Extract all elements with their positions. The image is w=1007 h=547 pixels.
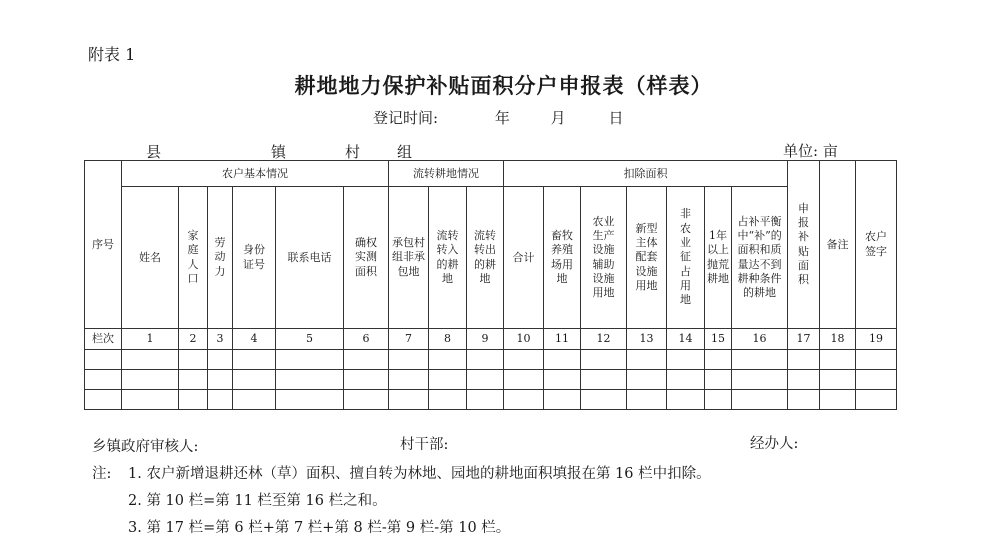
blank-cell[interactable] (504, 370, 544, 390)
header-abandoned: 1年以上抛荒耕地 (705, 187, 732, 329)
reviewer-label: 乡镇政府审核人: (92, 439, 199, 455)
blank-data-row[interactable] (85, 370, 897, 390)
column-row-label: 栏次 (85, 329, 122, 350)
column-number: 12 (581, 329, 627, 350)
location-village: 村 (345, 143, 361, 161)
blank-cell[interactable] (85, 350, 122, 370)
column-number: 9 (467, 329, 504, 350)
blank-cell[interactable] (581, 390, 627, 410)
header-transfer-out: 流转转出的耕地 (467, 187, 504, 329)
location-group: 组 (397, 143, 413, 161)
register-month: 月 (550, 109, 566, 127)
column-number: 11 (544, 329, 581, 350)
blank-cell[interactable] (208, 390, 233, 410)
note-item-2: 2. 第 10 栏=第 11 栏至第 16 栏之和。 (128, 493, 387, 509)
header-phone: 联系电话 (276, 187, 344, 329)
column-number: 2 (179, 329, 208, 350)
blank-cell[interactable] (581, 350, 627, 370)
header-contract-land: 承包村组非承包地 (389, 187, 429, 329)
blank-cell[interactable] (122, 370, 179, 390)
column-number: 1 (122, 329, 179, 350)
blank-cell[interactable] (208, 350, 233, 370)
blank-cell[interactable] (581, 370, 627, 390)
register-time-label: 登记时间: (373, 109, 439, 127)
column-number: 6 (344, 329, 389, 350)
header-household: 家庭人口 (179, 187, 208, 329)
blank-cell[interactable] (344, 390, 389, 410)
header-balance: 占补平衡中“补”的面积和质量达不到耕种条件的耕地 (732, 187, 788, 329)
blank-cell[interactable] (344, 370, 389, 390)
blank-cell[interactable] (429, 370, 467, 390)
blank-cell[interactable] (85, 390, 122, 410)
blank-cell[interactable] (467, 350, 504, 370)
blank-cell[interactable] (820, 370, 856, 390)
column-number: 19 (856, 329, 897, 350)
form-title: 耕地地力保护补贴面积分户申报表（样表） (294, 73, 713, 98)
blank-cell[interactable] (856, 390, 897, 410)
blank-cell[interactable] (856, 350, 897, 370)
column-number: 7 (389, 329, 429, 350)
header-non-agri: 非农业征占用地 (667, 187, 705, 329)
blank-cell[interactable] (208, 370, 233, 390)
blank-cell[interactable] (732, 390, 788, 410)
group-transfer-info: 流转耕地情况 (389, 161, 504, 187)
blank-cell[interactable] (85, 370, 122, 390)
location-county: 县 (146, 143, 162, 161)
blank-cell[interactable] (705, 350, 732, 370)
blank-cell[interactable] (389, 390, 429, 410)
blank-cell[interactable] (179, 370, 208, 390)
column-number: 17 (788, 329, 820, 350)
blank-cell[interactable] (467, 390, 504, 410)
unit-label: 单位: 亩 (783, 142, 838, 160)
blank-cell[interactable] (820, 390, 856, 410)
blank-cell[interactable] (705, 370, 732, 390)
blank-cell[interactable] (788, 390, 820, 410)
blank-cell[interactable] (627, 390, 667, 410)
column-number: 18 (820, 329, 856, 350)
group-basic-info: 农户基本情况 (122, 161, 389, 187)
blank-cell[interactable] (667, 350, 705, 370)
blank-cell[interactable] (667, 370, 705, 390)
blank-cell[interactable] (233, 370, 276, 390)
column-number: 13 (627, 329, 667, 350)
blank-cell[interactable] (233, 390, 276, 410)
column-number: 16 (732, 329, 788, 350)
blank-cell[interactable] (627, 370, 667, 390)
blank-cell[interactable] (544, 370, 581, 390)
column-number: 15 (705, 329, 732, 350)
blank-data-row[interactable] (85, 350, 897, 370)
blank-cell[interactable] (179, 350, 208, 370)
blank-cell[interactable] (233, 350, 276, 370)
blank-cell[interactable] (276, 390, 344, 410)
column-number: 14 (667, 329, 705, 350)
blank-data-row[interactable] (85, 390, 897, 410)
note-item-1: 1. 农户新增退耕还林（草）面积、擅自转为林地、园地的耕地面积填报在第 16 栏中扣除。 (128, 466, 711, 482)
village-cadre-label: 村干部: (400, 437, 449, 453)
blank-cell[interactable] (544, 350, 581, 370)
handler-label: 经办人: (750, 436, 799, 452)
blank-cell[interactable] (429, 350, 467, 370)
column-number-row (85, 329, 897, 350)
blank-cell[interactable] (389, 350, 429, 370)
blank-cell[interactable] (788, 370, 820, 390)
blank-cell[interactable] (705, 390, 732, 410)
blank-cell[interactable] (820, 350, 856, 370)
header-livestock: 畜牧养殖场用地 (544, 187, 581, 329)
blank-cell[interactable] (467, 370, 504, 390)
header-deduct-total: 合计 (504, 187, 544, 329)
column-number: 3 (208, 329, 233, 350)
blank-cell[interactable] (544, 390, 581, 410)
blank-cell[interactable] (122, 350, 179, 370)
column-number: 5 (276, 329, 344, 350)
column-number: 4 (233, 329, 276, 350)
blank-cell[interactable] (276, 370, 344, 390)
appendix-label: 附表 1 (88, 45, 136, 64)
location-town: 镇 (271, 143, 287, 161)
header-confirmed-area: 确权实测面积 (344, 187, 389, 329)
subsidy-form-table (84, 160, 897, 410)
blank-cell[interactable] (788, 350, 820, 370)
register-year: 年 (494, 109, 510, 127)
blank-cell[interactable] (504, 350, 544, 370)
blank-cell[interactable] (389, 370, 429, 390)
header-sign: 农户签字 (856, 161, 897, 329)
header-new-entity: 新型主体配套设施用地 (627, 187, 667, 329)
blank-cell[interactable] (344, 350, 389, 370)
register-day: 日 (608, 109, 624, 127)
blank-cell[interactable] (667, 390, 705, 410)
header-remark: 备注 (820, 161, 856, 329)
blank-cell[interactable] (504, 390, 544, 410)
notes-label: 注: (92, 466, 112, 482)
blank-cell[interactable] (732, 350, 788, 370)
register-time-line (373, 107, 623, 128)
blank-cell[interactable] (429, 390, 467, 410)
header-agri-facility: 农业生产设施辅助设施用地 (581, 187, 627, 329)
blank-cell[interactable] (856, 370, 897, 390)
header-idcard: 身份证号 (233, 187, 276, 329)
note-item-3: 3. 第 17 栏=第 6 栏+第 7 栏+第 8 栏-第 9 栏-第 10 栏。 (128, 520, 511, 536)
blank-cell[interactable] (276, 350, 344, 370)
header-apply-area: 申报补贴面积 (788, 161, 820, 329)
column-number: 8 (429, 329, 467, 350)
header-seq: 序号 (85, 161, 122, 329)
blank-cell[interactable] (732, 370, 788, 390)
column-number: 10 (504, 329, 544, 350)
blank-cell[interactable] (627, 350, 667, 370)
blank-cell[interactable] (179, 390, 208, 410)
group-deduct-area: 扣除面积 (504, 161, 788, 187)
header-labor: 劳动力 (208, 187, 233, 329)
header-transfer-in: 流转转入的耕地 (429, 187, 467, 329)
header-name: 姓名 (122, 187, 179, 329)
blank-cell[interactable] (122, 390, 179, 410)
